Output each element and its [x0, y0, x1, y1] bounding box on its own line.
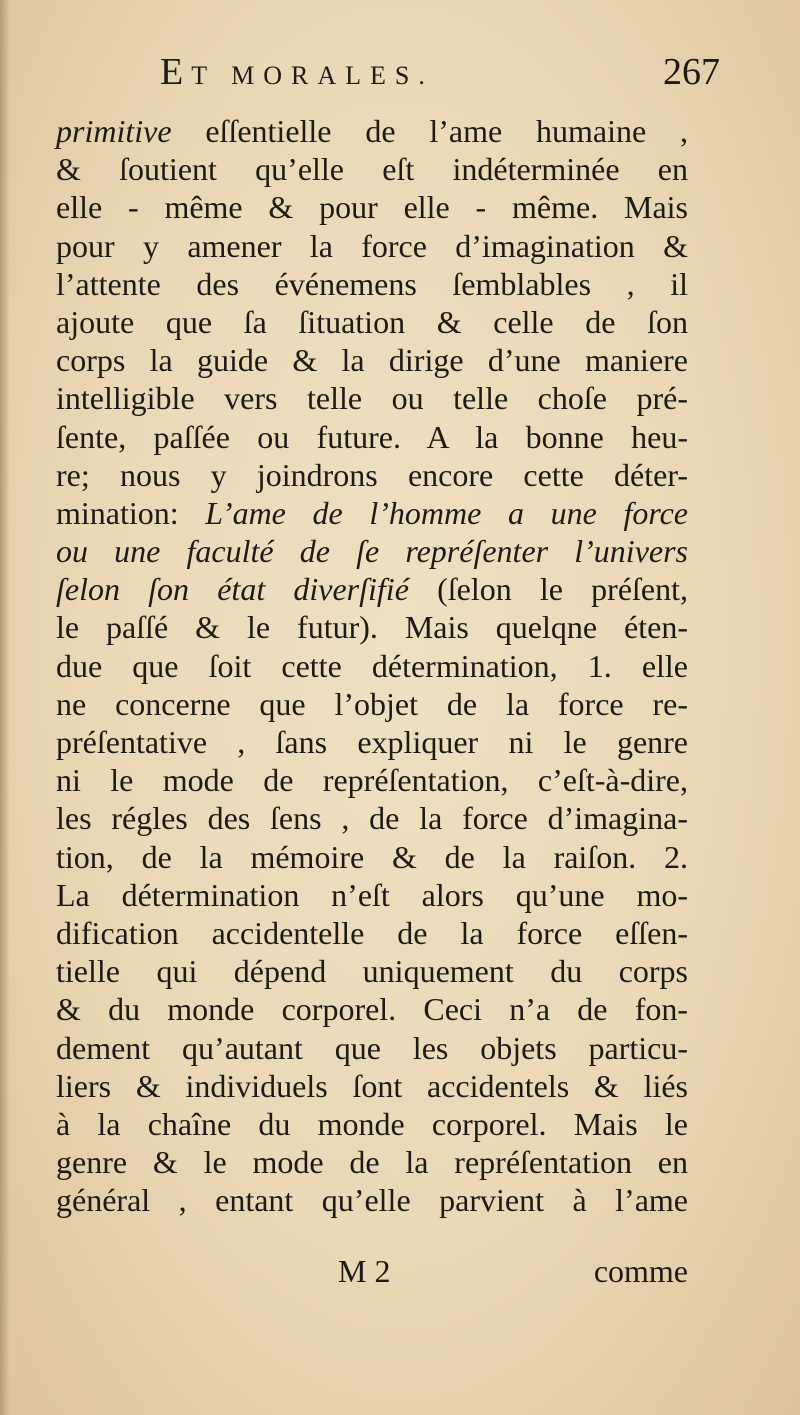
- line-text: l’attente des événemens ſemblables , il: [56, 265, 688, 302]
- italic-text: primitive: [56, 113, 172, 149]
- text-line: [56, 112, 688, 150]
- catchword: comme: [593, 1253, 688, 1289]
- italic-text: ou une faculté de ſe repréſenter l’univers: [56, 533, 688, 570]
- line-text: eſſentielle de l’ame humaine ,: [171, 113, 688, 149]
- line-text: préſentative , ſans expliquer ni le genre: [56, 724, 688, 760]
- text-line: [56, 418, 688, 456]
- text-line: [56, 723, 688, 761]
- page-edge-shadow: [0, 0, 10, 1415]
- text-line: [56, 1143, 688, 1181]
- text-line: [56, 303, 688, 341]
- text-line: [56, 685, 688, 723]
- line-text: général , entant qu’elle parvient à l’ame: [56, 1182, 688, 1219]
- text-line: [56, 379, 688, 417]
- line-text: les régles des ſens , de la force d’imagina-: [56, 800, 688, 837]
- line-text: re; nous y joindrons encore cette déter-: [56, 456, 688, 493]
- line-text: elle - même & pour elle - même. Mais: [56, 189, 688, 226]
- text-line: [56, 1181, 688, 1219]
- text-line: [56, 914, 688, 952]
- text-line: [56, 227, 688, 265]
- text-line: [56, 456, 688, 494]
- text-line: [56, 150, 688, 188]
- text-line: [56, 341, 688, 379]
- line-text: tion, de la mémoire & de la raiſon. 2.: [56, 838, 688, 875]
- text-line: [56, 570, 688, 608]
- text-line: [56, 876, 688, 914]
- page-number: 267: [663, 51, 720, 93]
- text-line: [56, 188, 688, 226]
- italic-text: ſelon ſon état diverſifié: [56, 571, 409, 608]
- text-line: [56, 1067, 688, 1105]
- line-text: à la chaîne du monde corporel. Mais le: [56, 1105, 688, 1142]
- text-line: [56, 761, 688, 799]
- line-text: ſente, paſſée ou future. A la bonne heu-: [56, 418, 688, 455]
- line-text: tielle qui dépend uniquement du corps: [56, 953, 688, 990]
- line-text: & ſoutient qu’elle eſt indéterminée en: [56, 151, 688, 188]
- line-text: ni le mode de repréſentation, c’eſt-à-dire,: [56, 762, 688, 799]
- text-line: [56, 799, 688, 837]
- line-text: ne concerne que l’objet de la force re-: [56, 685, 688, 722]
- text-line: [56, 608, 688, 646]
- text-line: [56, 532, 688, 570]
- line-text: genre & le mode de la repréſentation en: [56, 1144, 688, 1181]
- line-text: intelligible vers telle ou telle choſe pré-: [56, 380, 688, 417]
- line-text: dement qu’autant que les objets particu-: [56, 1029, 688, 1066]
- signature-mark: M 2: [338, 1253, 391, 1289]
- text-line: [56, 647, 688, 685]
- page-footer: [56, 1253, 688, 1293]
- text-line: [56, 1105, 688, 1143]
- italic-text: L’ame de l’homme a une force: [205, 494, 689, 531]
- running-header: [160, 42, 720, 102]
- text-line: [56, 990, 688, 1028]
- text-line: [56, 952, 688, 990]
- line-text: (ſelon le préſent,: [408, 571, 689, 608]
- text-line: [56, 838, 688, 876]
- line-text: corps la guide & la dirige d’une maniere: [56, 342, 688, 379]
- line-text: pour y amener la force d’imagination &: [56, 227, 688, 264]
- running-title-part: T M: [191, 61, 264, 90]
- line-text: due que ſoit cette détermination, 1. elle: [56, 647, 688, 684]
- text-line: [56, 1029, 688, 1067]
- running-title-word: ORALES.: [263, 61, 434, 90]
- line-text: le paſſé & le futur). Mais quelqne éten-: [56, 609, 688, 646]
- running-title-initial: E: [160, 51, 192, 93]
- line-text: dification accidentelle de la force eſſen-: [56, 914, 688, 951]
- line-text: La détermination n’eſt alors qu’une mo-: [56, 876, 688, 913]
- line-text: mination:: [56, 494, 206, 531]
- text-line: [56, 494, 688, 532]
- line-text: & du monde corporel. Ceci n’a de fon-: [56, 991, 688, 1028]
- line-text: liers & individuels ſont accidentels & liés: [56, 1067, 688, 1104]
- body-text: [56, 112, 688, 1219]
- line-text: ajoute que ſa ſituation & celle de ſon: [56, 303, 688, 340]
- text-line: [56, 265, 688, 303]
- running-title: [160, 42, 434, 106]
